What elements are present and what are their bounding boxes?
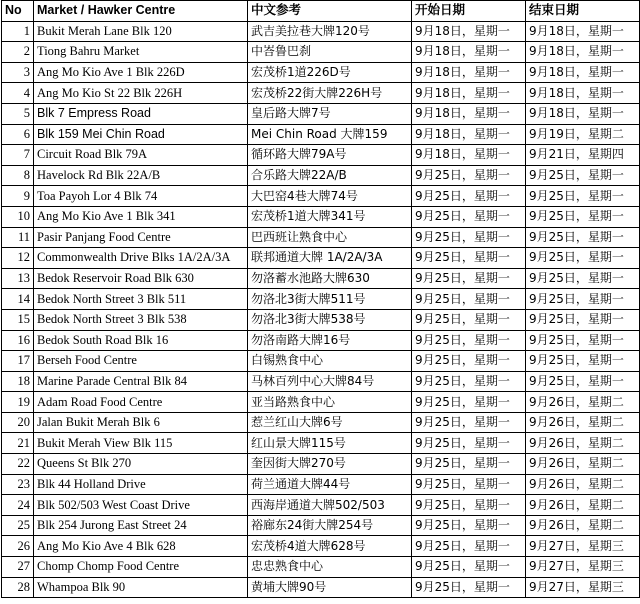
table-row — [2, 515, 640, 536]
table-row — [2, 21, 640, 42]
table-row — [2, 309, 640, 330]
end-date: 9月25日，星期一 — [526, 289, 640, 310]
end-date: 9月18日，星期一 — [526, 62, 640, 83]
table-row — [2, 248, 640, 269]
chinese-reference: 红山景大牌115号 — [248, 433, 412, 454]
start-date: 9月25日，星期一 — [412, 165, 526, 186]
start-date: 9月25日，星期一 — [412, 371, 526, 392]
start-date: 9月25日，星期一 — [412, 248, 526, 269]
market-name: Berseh Food Centre — [34, 351, 248, 372]
start-date: 9月25日，星期一 — [412, 206, 526, 227]
table-row — [2, 124, 640, 145]
table-row — [2, 62, 640, 83]
market-name: Jalan Bukit Merah Blk 6 — [34, 412, 248, 433]
market-name: Queens St Blk 270 — [34, 454, 248, 475]
chinese-reference: 勿洛蓄水池路大牌630 — [248, 268, 412, 289]
chinese-reference: 巴西班让熟食中心 — [248, 227, 412, 248]
market-name: Havelock Rd Blk 22A/B — [34, 165, 248, 186]
table-row — [2, 83, 640, 104]
table-row — [2, 289, 640, 310]
start-date: 9月25日，星期一 — [412, 495, 526, 516]
table-row — [2, 433, 640, 454]
start-date: 9月25日，星期一 — [412, 412, 526, 433]
row-number: 13 — [2, 268, 34, 289]
start-date: 9月25日，星期一 — [412, 536, 526, 557]
start-date: 9月25日，星期一 — [412, 330, 526, 351]
row-number: 21 — [2, 433, 34, 454]
header-row — [2, 1, 640, 22]
market-name: Circuit Road Blk 79A — [34, 145, 248, 166]
chinese-reference: 武吉美拉巷大牌120号 — [248, 21, 412, 42]
row-number: 19 — [2, 392, 34, 413]
table-row — [2, 454, 640, 475]
row-number: 20 — [2, 412, 34, 433]
end-date: 9月26日，星期二 — [526, 454, 640, 475]
chinese-reference: 大巴窑4巷大牌74号 — [248, 186, 412, 207]
chinese-reference: 马林百列中心大牌84号 — [248, 371, 412, 392]
table-row — [2, 227, 640, 248]
table-row — [2, 536, 640, 557]
table-row — [2, 206, 640, 227]
end-date: 9月27日，星期三 — [526, 577, 640, 598]
start-date: 9月25日，星期一 — [412, 515, 526, 536]
row-number: 8 — [2, 165, 34, 186]
row-number: 27 — [2, 557, 34, 578]
end-date: 9月26日，星期二 — [526, 515, 640, 536]
end-date: 9月26日，星期二 — [526, 433, 640, 454]
header-start-date: 开始日期 — [412, 1, 526, 22]
row-number: 23 — [2, 474, 34, 495]
market-name: Bedok North Street 3 Blk 511 — [34, 289, 248, 310]
chinese-reference: 黄埔大牌90号 — [248, 577, 412, 598]
row-number: 6 — [2, 124, 34, 145]
chinese-reference: 勿洛南路大牌16号 — [248, 330, 412, 351]
market-name: Blk 7 Empress Road — [34, 103, 248, 124]
market-name: Ang Mo Kio Ave 4 Blk 628 — [34, 536, 248, 557]
chinese-reference: 宏茂桥22街大牌226H号 — [248, 83, 412, 104]
table-row — [2, 330, 640, 351]
market-name: Bukit Merah View Blk 115 — [34, 433, 248, 454]
chinese-reference: 合乐路大牌22A/B — [248, 165, 412, 186]
end-date: 9月21日，星期四 — [526, 145, 640, 166]
end-date: 9月25日，星期一 — [526, 330, 640, 351]
market-name: Toa Payoh Lor 4 Blk 74 — [34, 186, 248, 207]
start-date: 9月18日，星期一 — [412, 124, 526, 145]
chinese-reference: 亚当路熟食中心 — [248, 392, 412, 413]
market-name: Bedok North Street 3 Blk 538 — [34, 309, 248, 330]
market-name: Commonwealth Drive Blks 1A/2A/3A — [34, 248, 248, 269]
market-name: Whampoa Blk 90 — [34, 577, 248, 598]
end-date: 9月27日，星期三 — [526, 536, 640, 557]
chinese-reference: 勿洛北3街大牌511号 — [248, 289, 412, 310]
row-number: 26 — [2, 536, 34, 557]
table-row — [2, 186, 640, 207]
start-date: 9月25日，星期一 — [412, 351, 526, 372]
end-date: 9月26日，星期二 — [526, 495, 640, 516]
hawker-schedule-table — [1, 0, 640, 598]
end-date: 9月26日，星期二 — [526, 474, 640, 495]
start-date: 9月25日，星期一 — [412, 474, 526, 495]
table-row — [2, 351, 640, 372]
row-number: 24 — [2, 495, 34, 516]
chinese-reference: 循环路大牌79A号 — [248, 145, 412, 166]
table-row — [2, 495, 640, 516]
market-name: Blk 44 Holland Drive — [34, 474, 248, 495]
header-market-name: Market / Hawker Centre — [34, 1, 248, 22]
chinese-reference: 联邦通道大牌 1A/2A/3A — [248, 248, 412, 269]
start-date: 9月25日，星期一 — [412, 186, 526, 207]
table-row — [2, 371, 640, 392]
row-number: 9 — [2, 186, 34, 207]
start-date: 9月25日，星期一 — [412, 309, 526, 330]
header-end-date: 结束日期 — [526, 1, 640, 22]
row-number: 14 — [2, 289, 34, 310]
end-date: 9月25日，星期一 — [526, 351, 640, 372]
start-date: 9月25日，星期一 — [412, 454, 526, 475]
header-no: No — [2, 1, 34, 22]
table-row — [2, 268, 640, 289]
chinese-reference: 勿洛北3街大牌538号 — [248, 309, 412, 330]
market-name: Adam Road Food Centre — [34, 392, 248, 413]
row-number: 12 — [2, 248, 34, 269]
end-date: 9月25日，星期一 — [526, 227, 640, 248]
row-number: 5 — [2, 103, 34, 124]
end-date: 9月18日，星期一 — [526, 103, 640, 124]
chinese-reference: 奎因街大牌270号 — [248, 454, 412, 475]
table-row — [2, 474, 640, 495]
chinese-reference: 宏茂桥4道大牌628号 — [248, 536, 412, 557]
table-row — [2, 145, 640, 166]
end-date: 9月25日，星期一 — [526, 268, 640, 289]
chinese-reference: 中峇鲁巴刹 — [248, 42, 412, 63]
table-row — [2, 103, 640, 124]
chinese-reference: 皇后路大牌7号 — [248, 103, 412, 124]
market-name: Blk 159 Mei Chin Road — [34, 124, 248, 145]
start-date: 9月18日，星期一 — [412, 42, 526, 63]
market-name: Blk 254 Jurong East Street 24 — [34, 515, 248, 536]
row-number: 22 — [2, 454, 34, 475]
end-date: 9月19日，星期二 — [526, 124, 640, 145]
row-number: 11 — [2, 227, 34, 248]
start-date: 9月25日，星期一 — [412, 289, 526, 310]
start-date: 9月18日，星期一 — [412, 103, 526, 124]
chinese-reference: Mei Chin Road 大牌159 — [248, 124, 412, 145]
end-date: 9月25日，星期一 — [526, 248, 640, 269]
chinese-reference: 惹兰红山大牌6号 — [248, 412, 412, 433]
end-date: 9月25日，星期一 — [526, 309, 640, 330]
market-name: Marine Parade Central Blk 84 — [34, 371, 248, 392]
market-name: Pasir Panjang Food Centre — [34, 227, 248, 248]
end-date: 9月26日，星期二 — [526, 412, 640, 433]
table-row — [2, 577, 640, 598]
end-date: 9月27日，星期三 — [526, 557, 640, 578]
start-date: 9月25日，星期一 — [412, 227, 526, 248]
row-number: 10 — [2, 206, 34, 227]
end-date: 9月25日，星期一 — [526, 186, 640, 207]
market-name: Blk 502/503 West Coast Drive — [34, 495, 248, 516]
market-name: Tiong Bahru Market — [34, 42, 248, 63]
row-number: 18 — [2, 371, 34, 392]
market-name: Bedok Reservoir Road Blk 630 — [34, 268, 248, 289]
chinese-reference: 忠忠熟食中心 — [248, 557, 412, 578]
row-number: 28 — [2, 577, 34, 598]
start-date: 9月25日，星期一 — [412, 268, 526, 289]
chinese-reference: 荷兰通道大牌44号 — [248, 474, 412, 495]
start-date: 9月18日，星期一 — [412, 62, 526, 83]
chinese-reference: 白锡熟食中心 — [248, 351, 412, 372]
start-date: 9月25日，星期一 — [412, 433, 526, 454]
row-number: 4 — [2, 83, 34, 104]
start-date: 9月18日，星期一 — [412, 83, 526, 104]
end-date: 9月26日，星期二 — [526, 392, 640, 413]
start-date: 9月25日，星期一 — [412, 577, 526, 598]
row-number: 7 — [2, 145, 34, 166]
table-row — [2, 412, 640, 433]
chinese-reference: 宏茂桥1道226D号 — [248, 62, 412, 83]
end-date: 9月25日，星期一 — [526, 206, 640, 227]
chinese-reference: 宏茂桥1道大牌341号 — [248, 206, 412, 227]
chinese-reference: 裕廊东24街大牌254号 — [248, 515, 412, 536]
market-name: Ang Mo Kio Ave 1 Blk 341 — [34, 206, 248, 227]
row-number: 2 — [2, 42, 34, 63]
row-number: 17 — [2, 351, 34, 372]
table-row — [2, 557, 640, 578]
row-number: 1 — [2, 21, 34, 42]
start-date: 9月18日，星期一 — [412, 145, 526, 166]
end-date: 9月18日，星期一 — [526, 21, 640, 42]
table-row — [2, 165, 640, 186]
end-date: 9月25日，星期一 — [526, 371, 640, 392]
table-row — [2, 42, 640, 63]
market-name: Bedok South Road Blk 16 — [34, 330, 248, 351]
row-number: 16 — [2, 330, 34, 351]
chinese-reference: 西海岸通道大牌502/503 — [248, 495, 412, 516]
market-name: Ang Mo Kio St 22 Blk 226H — [34, 83, 248, 104]
table-body — [2, 21, 640, 598]
start-date: 9月25日，星期一 — [412, 392, 526, 413]
header-chinese-reference: 中文参考 — [248, 1, 412, 22]
market-name: Bukit Merah Lane Blk 120 — [34, 21, 248, 42]
start-date: 9月25日，星期一 — [412, 557, 526, 578]
start-date: 9月18日，星期一 — [412, 21, 526, 42]
row-number: 25 — [2, 515, 34, 536]
table-row — [2, 392, 640, 413]
row-number: 15 — [2, 309, 34, 330]
end-date: 9月25日，星期一 — [526, 165, 640, 186]
market-name: Ang Mo Kio Ave 1 Blk 226D — [34, 62, 248, 83]
end-date: 9月18日，星期一 — [526, 83, 640, 104]
end-date: 9月18日，星期一 — [526, 42, 640, 63]
row-number: 3 — [2, 62, 34, 83]
market-name: Chomp Chomp Food Centre — [34, 557, 248, 578]
